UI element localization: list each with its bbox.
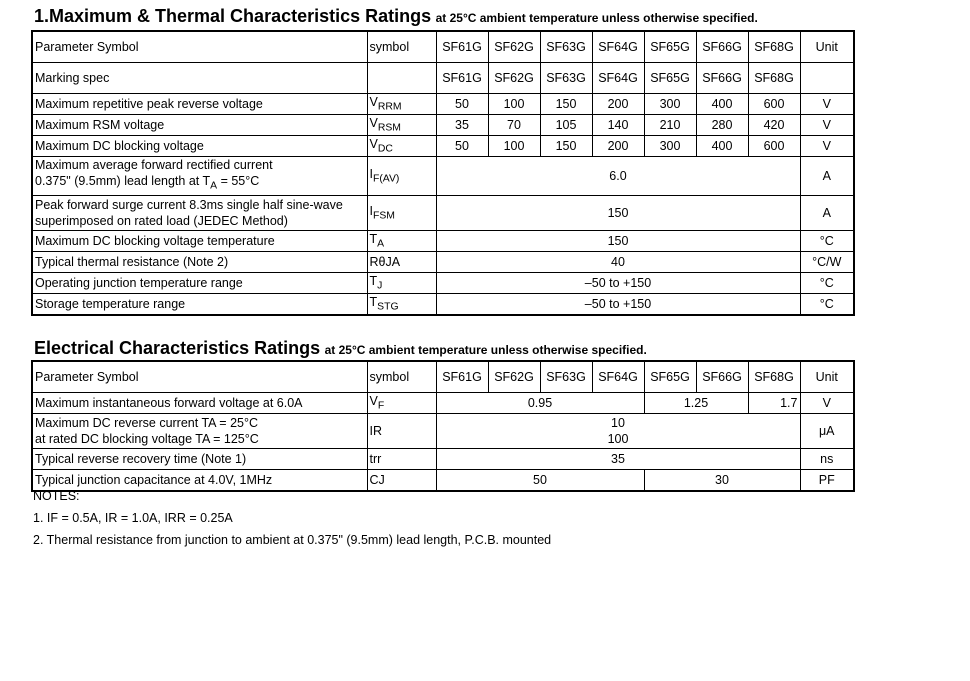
table-row xyxy=(32,272,854,293)
ifav-unit: A xyxy=(800,157,854,196)
header-model: SF61G xyxy=(436,361,488,393)
header-param: Parameter Symbol xyxy=(32,361,367,393)
vf-value-low: 0.95 xyxy=(436,393,644,414)
vrsm-unit: V xyxy=(800,115,854,136)
header-model: SF65G xyxy=(644,31,696,63)
vrsm-value: 140 xyxy=(592,115,644,136)
vdc-value: 200 xyxy=(592,136,644,157)
vrsm-value: 210 xyxy=(644,115,696,136)
vrsm-symbol: $V_{RSM}$ xyxy=(367,115,436,136)
vrrm-value: 100 xyxy=(488,94,540,115)
table-row xyxy=(32,94,854,115)
vdc-value: 300 xyxy=(644,136,696,157)
ifsm-unit: A xyxy=(800,195,854,230)
rth-param: Typical thermal resistance (Note 2) xyxy=(32,251,367,272)
vdc-value: 600 xyxy=(748,136,800,157)
vrrm-value: 400 xyxy=(696,94,748,115)
table-row xyxy=(32,195,854,230)
cj-param: Typical junction capacitance at 4.0V, 1MHz xyxy=(32,470,367,492)
vf-value-high: 1.7 xyxy=(748,393,800,414)
ir-value: 10 100 xyxy=(436,414,800,449)
vf-param: Maximum instantaneous forward voltage at 6.0A xyxy=(32,393,367,414)
rth-unit: °C/W xyxy=(800,251,854,272)
ifsm-symbol: $I_{FSM}$ xyxy=(367,195,436,230)
table-row xyxy=(32,230,854,251)
marking-symbol xyxy=(367,63,436,94)
marking-model: SF68G xyxy=(748,63,800,94)
header-model: SF68G xyxy=(748,361,800,393)
header-model: SF62G xyxy=(488,361,540,393)
marking-model: SF61G xyxy=(436,63,488,94)
marking-model: SF65G xyxy=(644,63,696,94)
vrrm-value: 200 xyxy=(592,94,644,115)
vrrm-symbol: $V_{RRM}$ xyxy=(367,94,436,115)
vrsm-value: 280 xyxy=(696,115,748,136)
vdc-value: 100 xyxy=(488,136,540,157)
marking-unit xyxy=(800,63,854,94)
ifav-symbol: $I_{F(AV)}$ xyxy=(367,157,436,196)
tstg-param: Storage temperature range xyxy=(32,293,367,315)
trr-symbol: trr xyxy=(367,449,436,470)
header-model: SF66G xyxy=(696,31,748,63)
header-unit: Unit xyxy=(800,31,854,63)
table-row xyxy=(32,293,854,315)
trr-value: 35 xyxy=(436,449,800,470)
ta-param: Maximum DC blocking voltage temperature xyxy=(32,230,367,251)
marking-model: SF64G xyxy=(592,63,644,94)
cj-unit: PF xyxy=(800,470,854,492)
header-model: SF63G xyxy=(540,361,592,393)
tstg-symbol: $T_{STG}$ xyxy=(367,293,436,315)
vrrm-unit: V xyxy=(800,94,854,115)
vdc-param: Maximum DC blocking voltage xyxy=(32,136,367,157)
header-model: SF61G xyxy=(436,31,488,63)
vrrm-value: 300 xyxy=(644,94,696,115)
header-model: SF68G xyxy=(748,31,800,63)
vrsm-value: 70 xyxy=(488,115,540,136)
table-row xyxy=(32,251,854,272)
ir-param: Maximum DC reverse current TA = 25°C at rated DC blocking voltage TA = 125°C xyxy=(32,414,367,449)
section1-subtitle: at 25°C ambient temperature unless otherwise specified. xyxy=(435,11,758,25)
ir-unit: μA xyxy=(800,414,854,449)
note-2: 2. Thermal resistance from junction to ambient at 0.375" (9.5mm) lead length, P.C.B. mounted xyxy=(33,533,552,547)
vf-unit: V xyxy=(800,393,854,414)
table-row xyxy=(32,470,854,492)
vrrm-value: 50 xyxy=(436,94,488,115)
header-param: Parameter Symbol xyxy=(32,31,367,63)
ta-symbol: $T_A$ xyxy=(367,230,436,251)
tstg-unit: °C xyxy=(800,293,854,315)
ifsm-param: Peak forward surge current 8.3ms single half sine-wave superimposed on rated load (JEDEC Method) xyxy=(32,195,367,230)
ta-unit: °C xyxy=(800,230,854,251)
vrsm-value: 420 xyxy=(748,115,800,136)
section1-heading: 1.Maximum & Thermal Characteristics Ratings xyxy=(34,6,432,26)
vrrm-param: Maximum repetitive peak reverse voltage xyxy=(32,94,367,115)
vrsm-param: Maximum RSM voltage xyxy=(32,115,367,136)
header-unit: Unit xyxy=(800,361,854,393)
tj-unit: °C xyxy=(800,272,854,293)
tj-value: –50 to +150 xyxy=(436,272,800,293)
tj-symbol: $T_J$ xyxy=(367,272,436,293)
note-1: 1. IF = 0.5A, IR = 1.0A, IRR = 0.25A xyxy=(33,511,233,525)
cj-value-low: 50 xyxy=(436,470,644,492)
electrical-table xyxy=(31,360,855,492)
vf-symbol: $V_F$ xyxy=(367,393,436,414)
cj-value-high: 30 xyxy=(644,470,800,492)
header-model: SF63G xyxy=(540,31,592,63)
table-row xyxy=(32,361,854,393)
ifsm-value: 150 xyxy=(436,195,800,230)
table-row xyxy=(32,115,854,136)
vrsm-value: 35 xyxy=(436,115,488,136)
ta-value: 150 xyxy=(436,230,800,251)
header-symbol: symbol xyxy=(367,361,436,393)
header-model: SF62G xyxy=(488,31,540,63)
section1-title xyxy=(34,6,758,27)
notes-heading: NOTES: xyxy=(33,489,80,503)
table-row xyxy=(32,449,854,470)
vdc-value: 150 xyxy=(540,136,592,157)
section2-title xyxy=(34,338,647,359)
rth-value: 40 xyxy=(436,251,800,272)
marking-model: SF66G xyxy=(696,63,748,94)
ifav-value: 6.0 xyxy=(436,157,800,196)
marking-model: SF63G xyxy=(540,63,592,94)
table-row xyxy=(32,393,854,414)
vrrm-value: 600 xyxy=(748,94,800,115)
ifav-param: Maximum average forward rectified current 0.375" (9.5mm) lead length at $T_A = 55^\circ C$ xyxy=(32,157,367,196)
header-model: SF64G xyxy=(592,31,644,63)
header-symbol: symbol xyxy=(367,31,436,63)
table-row xyxy=(32,157,854,196)
marking-model: SF62G xyxy=(488,63,540,94)
header-model: SF64G xyxy=(592,361,644,393)
section2-subtitle: at 25°C ambient temperature unless otherwise specified. xyxy=(324,343,647,357)
vrsm-value: 105 xyxy=(540,115,592,136)
trr-unit: ns xyxy=(800,449,854,470)
table-row xyxy=(32,414,854,449)
table-row xyxy=(32,136,854,157)
tj-param: Operating junction temperature range xyxy=(32,272,367,293)
vdc-value: 50 xyxy=(436,136,488,157)
max-thermal-table xyxy=(31,30,855,316)
vdc-unit: V xyxy=(800,136,854,157)
table-row xyxy=(32,63,854,94)
trr-param: Typical reverse recovery time (Note 1) xyxy=(32,449,367,470)
cj-symbol: CJ xyxy=(367,470,436,492)
tstg-value: –50 to +150 xyxy=(436,293,800,315)
ir-symbol: IR xyxy=(367,414,436,449)
marking-param: Marking spec xyxy=(32,63,367,94)
header-model: SF66G xyxy=(696,361,748,393)
table-row xyxy=(32,31,854,63)
vf-value-mid: 1.25 xyxy=(644,393,748,414)
vrrm-value: 150 xyxy=(540,94,592,115)
header-model: SF65G xyxy=(644,361,696,393)
vdc-value: 400 xyxy=(696,136,748,157)
rth-symbol: RθJA xyxy=(367,251,436,272)
vdc-symbol: $V_{DC}$ xyxy=(367,136,436,157)
section2-heading: Electrical Characteristics Ratings xyxy=(34,338,321,358)
